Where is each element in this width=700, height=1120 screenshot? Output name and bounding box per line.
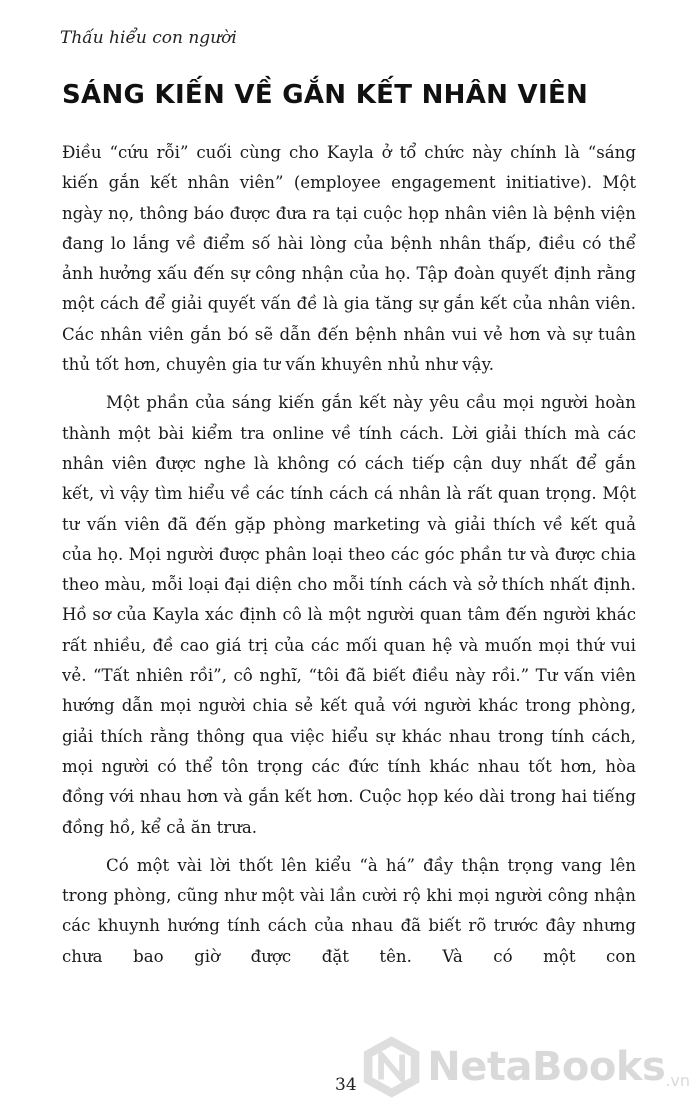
paragraph-3: Có một vài lời thốt lên kiểu “à há” đầy thận trọng vang lên trong phòng, cũng như một vài lần cười rộ khi mọi người công nhận các khuynh hướng tính cách của nhau đã biết rõ trước đây nhưng chưa bao giờ được đặt tên. Và có một con xyxy=(62,855,636,966)
watermark-suffix: .vn xyxy=(665,1071,690,1090)
watermark-brand: NetaBooks xyxy=(427,1044,666,1090)
watermark xyxy=(360,1022,690,1112)
running-header: Thấu hiểu con người xyxy=(60,28,237,48)
netabooks-logo-icon xyxy=(360,1032,423,1102)
paragraph-2: Một phần của sáng kiến gắn kết này yêu cầu mọi người hoàn thành một bài kiểm tra online về tính cách. Lời giải thích mà các nhân viên được nghe là không có cách tiếp cận duy nhất để gắn kết, vì vậy tìm hiểu về các tính cách cá nhân là rất quan trọng. Một tư vấn viên đã đến gặp phòng marketing và giải thích về kết quả của họ. Mọi người được phân loại theo các góc phần tư và được chia theo màu, mỗi loại đại diện cho mỗi tính cách và sở thích nhất định. Hồ sơ của Kayla xác định cô là một người quan tâm đến người khác rất nhiều, đề cao giá trị của các mối quan hệ và muốn mọi thứ vui vẻ. “Tất nhiên rồi”, cô nghĩ, “tôi đã biết điều này rồi.” Tư vấn viên hướng dẫn mọi người chia sẻ kết quả với người khác trong phòng, giải thích rằng thông qua việc hiểu sự khác nhau trong tính cách, mọi người có thể tôn trọng các đức tính khác nhau tốt hơn, hòa đồng với nhau hơn và gắn kết hơn. Cuộc họp kéo dài trong hai tiếng đồng hồ, kể cả ăn trưa. xyxy=(62,393,636,837)
page-number: 34 xyxy=(335,1075,357,1095)
body-text xyxy=(62,138,636,980)
chapter-title: SÁNG KIẾN VỀ GẮN KẾT NHÂN VIÊN xyxy=(62,80,589,110)
paragraph-1: Điều “cứu rỗi” cuối cùng cho Kayla ở tổ chức này chính là “sáng kiến gắn kết nhân viên” (employee engagement initiative). Một ngày nọ, thông báo được đưa ra tại cuộc họp nhân viên là bệnh viện đang lo lắng về điểm số hài lòng của bệnh nhân thấp, điều có thể ảnh hưởng xấu đến sự công nhận của họ. Tập đoàn quyết định rằng một cách để giải quyết vấn đề là gia tăng sự gắn kết của nhân viên. Các nhân viên gắn bó sẽ dẫn đến bệnh nhân vui vẻ hơn và sự tuân thủ tốt hơn, chuyên gia tư vấn khuyên nhủ như vậy. xyxy=(62,143,636,375)
